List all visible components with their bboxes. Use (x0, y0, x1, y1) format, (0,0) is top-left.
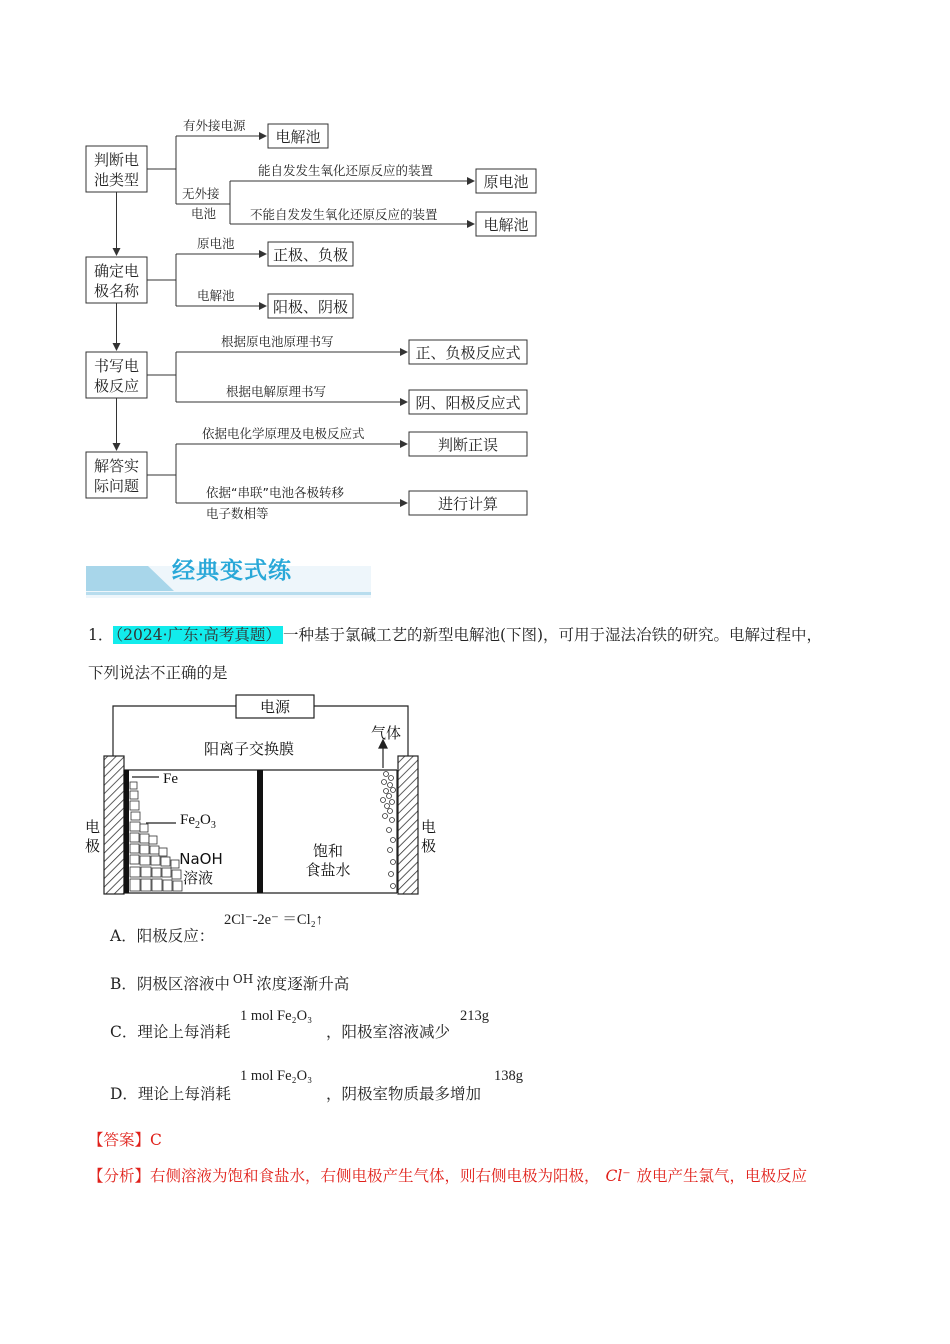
naoh-label-1: NaOH (179, 850, 223, 868)
option-a-equation: 2Cl⁻-2e⁻ ＝Cl₂↑ (224, 912, 323, 928)
brine-label-1: 饱和 (312, 842, 344, 860)
option-c-mass: 213g (460, 1008, 489, 1024)
result-electrolytic-2: 电解池 (483, 216, 529, 234)
result-anode-cathode: 阳极、阴极 (272, 298, 349, 316)
analysis-cl: Cl⁻ (605, 1167, 631, 1185)
right-electrode-label-1: 电 (421, 818, 437, 836)
option-d-label: D．理论上每消耗 (110, 1085, 231, 1103)
question-line-1 (88, 624, 822, 646)
source-tag: （2024·广东·高考真题） (115, 626, 281, 644)
node-solve-l2: 际问题 (93, 477, 140, 495)
brine-label-2: 食盐水 (305, 861, 351, 879)
node-solve-l1: 解答实 (93, 457, 140, 475)
option-b (110, 972, 349, 994)
option-c-mol: 1 mol Fe₂O₃ (240, 1008, 313, 1024)
result-calc: 进行计算 (437, 495, 499, 513)
node-name-l1: 确定电 (93, 262, 140, 280)
analysis-text-1: 右侧溶液为饱和食盐水，右侧电极产生气体，则右侧电极为阳极， (150, 1167, 600, 1185)
label-cannot-redox: 不能自发发生氧化还原反应的装置 (250, 207, 438, 222)
answer-line: 【答案】C (88, 1131, 162, 1149)
right-electrode (398, 756, 418, 894)
section-title: 经典变式练 (172, 558, 292, 584)
result-pos-neg: 正极、负极 (272, 246, 349, 264)
analysis-line (88, 1164, 807, 1186)
flowchart (0, 0, 950, 540)
right-electrode-label-2: 极 (421, 837, 437, 855)
left-electrode-label-2: 极 (85, 837, 101, 855)
result-pos-neg-eq: 正、负极反应式 (415, 344, 521, 362)
result-cat-an-eq: 阴、阳极反应式 (415, 394, 521, 412)
left-electrode (104, 756, 124, 894)
fe2o3-label: $Fe_2O_3$ (180, 812, 216, 831)
option-b-oh: OH (232, 972, 254, 986)
membrane-label: 阳离子交换膜 (203, 740, 295, 758)
option-c-rest: ，阳极室溶液减少 (326, 1023, 451, 1041)
label-by-electrochem: 依据电化学原理及电极反应式 (202, 426, 365, 441)
gas-bubbles (381, 772, 396, 889)
analysis-text-2: 放电产生氯气，电极反应 (636, 1167, 808, 1185)
membrane (257, 770, 263, 893)
node-write-l1: 书写电 (93, 357, 140, 375)
option-d-mol: 1 mol Fe₂O₃ (240, 1068, 313, 1084)
label-no-power-2: 电池 (191, 206, 217, 221)
label-has-power: 有外接电源 (183, 118, 246, 133)
node-judge-l1: 判断电 (93, 151, 140, 169)
option-d-mass: 138g (494, 1068, 523, 1084)
naoh-label-2: 溶液 (182, 869, 214, 887)
fe-plate (124, 770, 129, 893)
label-galvanic: 原电池 (197, 236, 235, 251)
result-galvanic: 原电池 (483, 173, 529, 191)
label-by-series-2: 电子数相等 (206, 506, 269, 521)
label-electrolytic: 电解池 (197, 288, 235, 303)
node-write-l2: 极反应 (93, 377, 140, 395)
option-b-label: B．阴极区溶液中 (110, 975, 230, 993)
question-stem-1: 一种基于氯碱工艺的新型电解池(下图)，可用于湿法冶铁的研究。电解过程中， (282, 626, 823, 644)
gas-label: 气体 (370, 724, 402, 742)
option-d-rest: ，阴极室物质最多增加 (326, 1085, 482, 1103)
option-b-rest: 浓度逐渐升高 (256, 975, 350, 993)
question-stem-2: 下列说法不正确的是 (88, 664, 228, 682)
fe2o3-particles (130, 782, 182, 891)
option-c-label: C．理论上每消耗 (110, 1023, 231, 1041)
label-by-series-1: 依据“串联”电池各极转移 (206, 485, 344, 500)
power-label: 电源 (259, 698, 291, 716)
option-a-label: A．阳极反应： (110, 927, 215, 945)
question-number: 1． (88, 626, 114, 644)
node-name-l2: 极名称 (93, 282, 140, 300)
label-by-electrolysis: 根据电解原理书写 (226, 384, 327, 399)
fe-label: Fe (163, 771, 178, 787)
result-judge: 判断正误 (437, 436, 499, 454)
analysis-label: 【分析】 (88, 1167, 151, 1185)
left-electrode-label-1: 电 (85, 818, 101, 836)
electrolysis-apparatus (80, 690, 450, 900)
label-no-power-1: 无外接 (182, 186, 220, 201)
label-can-redox: 能自发发生氧化还原反应的装置 (258, 163, 434, 178)
node-judge-l2: 池类型 (93, 171, 140, 189)
result-electrolytic-1: 电解池 (275, 128, 321, 146)
label-by-galvanic: 根据原电池原理书写 (221, 334, 334, 349)
